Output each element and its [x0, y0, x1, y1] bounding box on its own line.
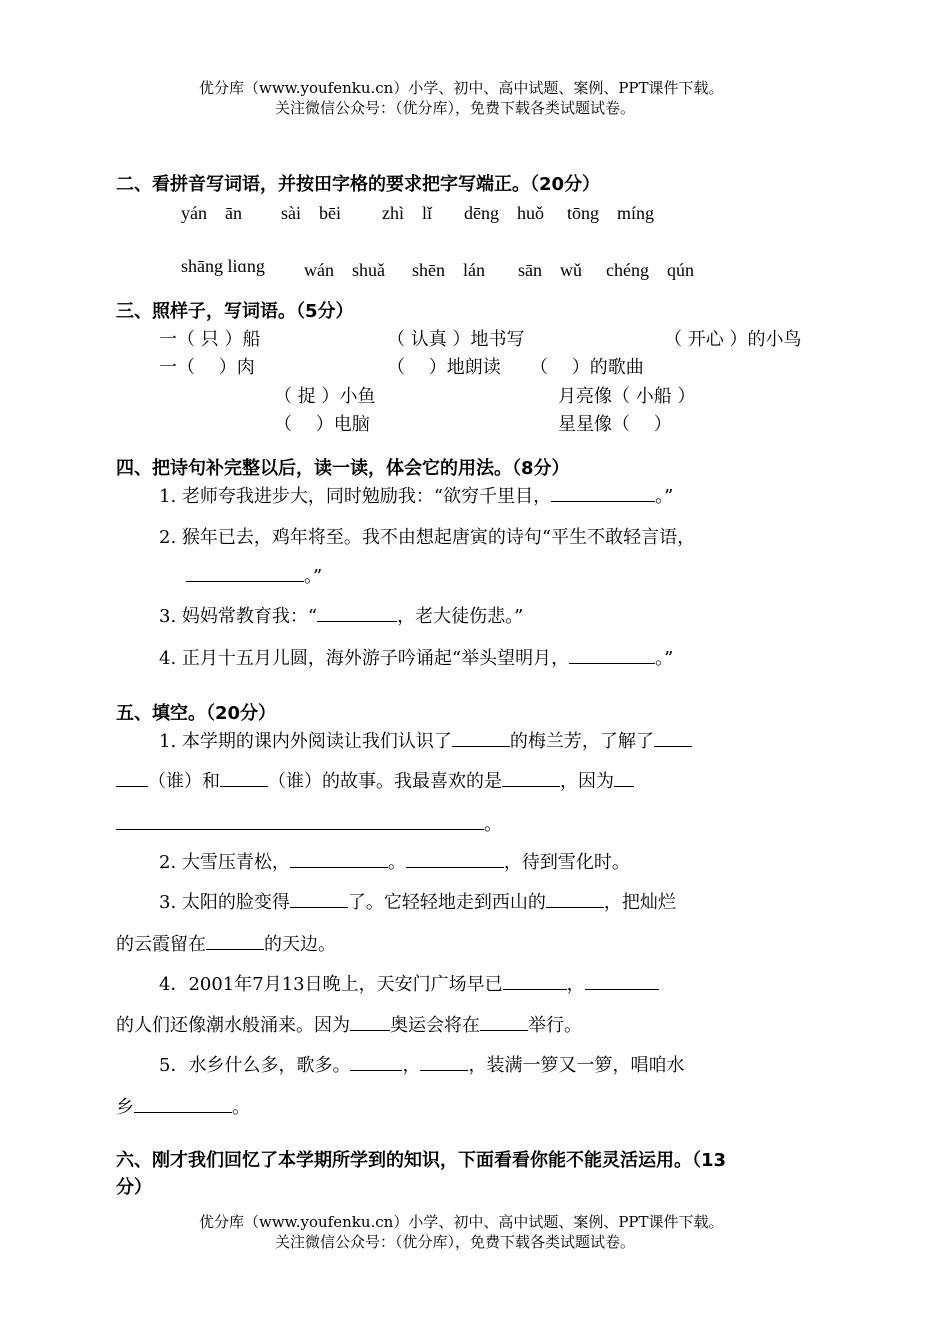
answer-blank[interactable]: [452, 728, 510, 747]
question-text: 的天边。: [264, 934, 336, 955]
question-text: 。: [232, 1097, 250, 1118]
answer-blank[interactable]: [134, 1094, 232, 1113]
answer-blank[interactable]: [350, 1052, 402, 1071]
fill-word: （ ）地朗读: [387, 357, 501, 378]
question-text: 2. 大雪压青松，: [159, 852, 290, 873]
question-4-1: [159, 482, 673, 508]
pinyin-item: shāng liɑng: [181, 256, 265, 276]
question-text: 举行。: [528, 1015, 582, 1036]
answer-blank[interactable]: [546, 889, 604, 908]
answer-blank[interactable]: [290, 849, 388, 868]
question-4-2: 2. 猴年已去，鸡年将至。我不由想起唐寅的诗句“平生不敢轻言语，: [159, 527, 696, 548]
answer-blank[interactable]: [406, 849, 504, 868]
question-text: 了。它轻轻地走到西山的: [347, 892, 546, 913]
question-4-3: [159, 602, 523, 628]
question-5-2: [159, 848, 630, 874]
answer-blank[interactable]: [116, 768, 148, 787]
answer-blank[interactable]: [116, 811, 484, 830]
question-4-2-cont: [186, 562, 322, 588]
example-word: （ 捉 ）小鱼: [274, 386, 376, 407]
question-text: 1. 本学期的课内外阅读让我们认识了: [159, 731, 452, 752]
question-5-3: [159, 888, 676, 914]
fill-word: 一（ ）肉: [159, 357, 255, 378]
question-text: 5．水乡什么多，歌多。: [159, 1055, 351, 1076]
pinyin-item: yán ān: [181, 203, 242, 223]
pinyin-item: zhì lǐ: [382, 203, 432, 223]
example-word: 月亮像（ 小船 ）: [558, 386, 696, 407]
question-5-4: [159, 970, 659, 996]
question-5-4-line2: [116, 1011, 582, 1037]
pinyin-item: sài bēi: [281, 203, 341, 223]
question-5-1: [159, 727, 692, 753]
header-line-2: 关注微信公众号：（优分库），免费下载各类试题试卷。: [275, 99, 636, 117]
question-text: ，装满一箩又一箩，唱咱水: [468, 1055, 685, 1076]
section-6-title-cont: 分）: [116, 1177, 152, 1198]
answer-blank[interactable]: [614, 768, 634, 787]
question-text: 。: [484, 814, 502, 835]
question-5-3-line2: [116, 930, 336, 956]
answer-blank[interactable]: [290, 889, 348, 908]
question-text: 1. 老师夸我进步大，同时勉励我：“欲穷千里目，: [159, 486, 552, 507]
question-text: 的梅兰芳，了解了: [509, 731, 654, 752]
question-text: 的云霞留在: [116, 934, 206, 955]
pinyin-item: shēn lán: [412, 260, 485, 280]
answer-blank[interactable]: [220, 768, 268, 787]
section-6-title: 六、刚才我们回忆了本学期所学到的知识，下面看看你能不能灵活运用。（13: [116, 1150, 727, 1171]
answer-blank[interactable]: [317, 603, 397, 622]
question-text: 。”: [655, 486, 674, 507]
question-text: 3. 妈妈常教育我：“: [159, 606, 318, 627]
answer-blank[interactable]: [480, 1012, 528, 1031]
answer-blank[interactable]: [420, 1052, 468, 1071]
header-line-1: 优分库（www.youfenku.cn）小学、初中、高中试题、案例、PPT课件下载。: [199, 79, 724, 97]
answer-blank[interactable]: [350, 1012, 390, 1031]
section-4-title: 四、把诗句补完整以后，读一读，体会它的用法。（8分）: [116, 458, 570, 479]
question-text: ，: [402, 1055, 421, 1076]
answer-blank[interactable]: [503, 971, 567, 990]
footer-line-2: 关注微信公众号：（优分库），免费下载各类试题试卷。: [275, 1233, 636, 1251]
question-text: ，因为: [560, 771, 614, 792]
answer-blank[interactable]: [551, 483, 655, 502]
pinyin-item: tōng míng: [567, 203, 655, 223]
question-text: 。”: [655, 648, 674, 669]
question-text: ，老大徒伤悲。”: [397, 606, 524, 627]
question-text: 3. 太阳的脸变得: [159, 892, 290, 913]
question-text: ，待到雪化时。: [503, 852, 630, 873]
question-text: 奥运会将在: [390, 1015, 480, 1036]
example-word: 一（ 只 ）船: [159, 329, 261, 350]
section-3-title: 三、照样子，写词语。（5分）: [116, 301, 354, 322]
pinyin-item: wán shuǎ: [304, 260, 385, 280]
question-text: 4. 正月十五月儿圆，海外游子吟诵起“举头望明月，: [159, 648, 570, 669]
example-word: （ 认真 ）地书写: [387, 329, 525, 350]
section-2-title: 二、看拼音写词语，并按田字格的要求把字写端正。（20分）: [116, 174, 601, 195]
question-5-5-line2: [116, 1093, 250, 1119]
question-5-5: [159, 1051, 684, 1077]
question-5-1-line3: [116, 810, 502, 836]
question-text: ，把灿烂: [603, 892, 676, 913]
question-text: 4．2001年7月13日晚上，天安门广场早已: [159, 974, 503, 995]
answer-blank[interactable]: [186, 563, 304, 582]
answer-blank[interactable]: [502, 768, 560, 787]
answer-blank[interactable]: [585, 971, 659, 990]
question-text: （谁）的故事。我最喜欢的是: [268, 771, 502, 792]
question-text: 。: [387, 852, 406, 873]
question-text: ，: [566, 974, 585, 995]
fill-word: （ ）的歌曲: [530, 357, 644, 378]
fill-word: 星星像（ ）: [558, 414, 672, 435]
pinyin-item: dēng huǒ: [464, 203, 544, 223]
pinyin-item: sān wǔ: [518, 260, 582, 280]
question-text: 乡: [116, 1097, 134, 1118]
question-text: 的人们还像潮水般涌来。因为: [116, 1015, 350, 1036]
answer-blank[interactable]: [206, 931, 264, 950]
question-4-4: [159, 644, 673, 670]
example-word: （ 开心 ）的小鸟: [664, 329, 802, 350]
answer-blank[interactable]: [569, 645, 655, 664]
fill-word: （ ）电脑: [274, 414, 370, 435]
footer-line-1: 优分库（www.youfenku.cn）小学、初中、高中试题、案例、PPT课件下载。: [199, 1213, 724, 1231]
question-text: （谁）和: [148, 771, 220, 792]
question-text: 。”: [304, 566, 323, 587]
pinyin-item: chéng qún: [606, 260, 694, 280]
answer-blank[interactable]: [654, 728, 692, 747]
question-5-1-line2: [116, 767, 634, 793]
section-5-title: 五、填空。（20分）: [116, 703, 277, 724]
